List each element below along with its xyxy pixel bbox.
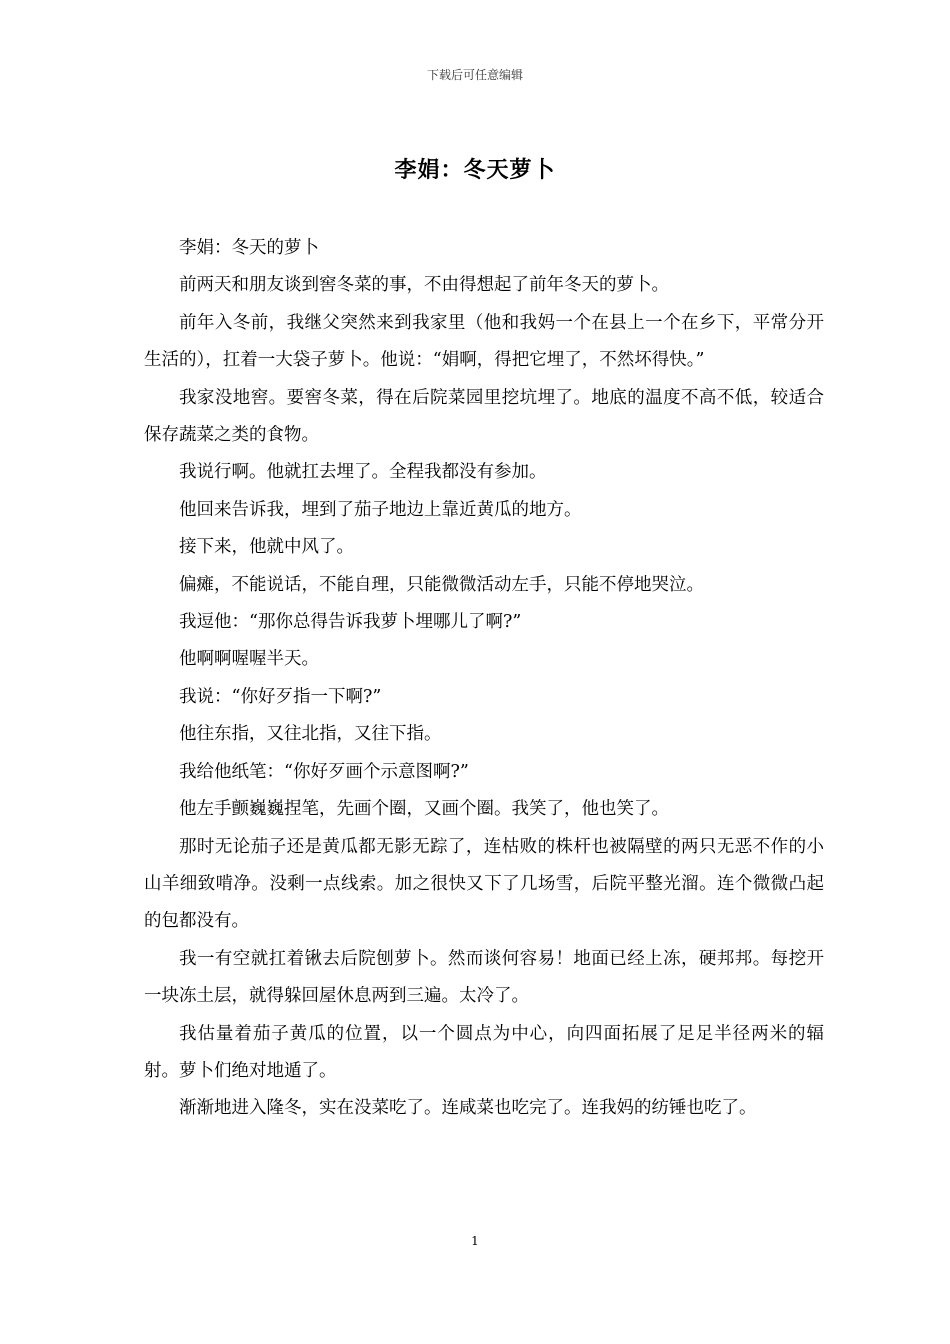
paragraph: 他往东指，又往北指，又往下指。 xyxy=(179,724,442,745)
document-title: 李娟：冬天萝卜 xyxy=(394,157,556,183)
paragraph: 他左手颤巍巍捏笔，先画个圈，又画个圈。我笑了，他也笑了。 xyxy=(179,799,669,820)
document-body xyxy=(144,230,824,1128)
paragraph: 他啊啊喔喔半天。 xyxy=(179,649,319,670)
paragraph: 他回来告诉我，埋到了茄子地边上靠近黄瓜的地方。 xyxy=(179,499,582,520)
paragraph: 偏瘫，不能说话，不能自理，只能微微活动左手，只能不停地哭泣。 xyxy=(179,574,704,595)
paragraph: 我家没地窖。要窖冬菜，得在后院菜园里挖坑埋了。地底的温度不高不低，较适合保存蔬菜之类的食物。 xyxy=(144,387,824,446)
page-number: 1 xyxy=(471,1234,479,1248)
paragraph: 我说行啊。他就扛去埋了。全程我都没有参加。 xyxy=(179,462,547,483)
page-header: 下载后可任意编辑 xyxy=(426,68,523,82)
paragraph: 我逗他：“那你总得告诉我萝卜埋哪儿了啊?” xyxy=(179,612,522,633)
paragraph: 那时无论茄子还是黄瓜都无影无踪了，连枯败的株杆也被隔壁的两只无恶不作的小山羊细致啃净。没剩一点线索。加之很快又下了几场雪，后院平整光溜。连个微微凸起的包都没有。 xyxy=(144,836,824,932)
paragraph: 接下来，他就中风了。 xyxy=(179,537,354,558)
paragraph: 渐渐地进入隆冬，实在没菜吃了。连咸菜也吃完了。连我妈的纺锤也吃了。 xyxy=(179,1098,757,1119)
paragraph: 前年入冬前，我继父突然来到我家里（他和我妈一个在县上一个在乡下，平常分开生活的），扛着一大袋子萝卜。他说：“娟啊，得把它埋了，不然坏得快。” xyxy=(144,312,824,371)
paragraph: 我一有空就扛着锹去后院刨萝卜。然而谈何容易！地面已经上冻，硬邦邦。每挖开一块冻土层，就得躲回屋休息两到三遍。太冷了。 xyxy=(144,948,824,1007)
paragraph: 李娟：冬天的萝卜 xyxy=(179,238,319,258)
paragraph: 前两天和朋友谈到窖冬菜的事，不由得想起了前年冬天的萝卜。 xyxy=(179,275,669,296)
paragraph: 我估量着茄子黄瓜的位置，以一个圆点为中心，向四面拓展了足足半径两米的辐射。萝卜们绝对地遁了。 xyxy=(144,1023,824,1081)
paragraph: 我给他纸笔：“你好歹画个示意图啊?” xyxy=(179,761,469,782)
paragraph: 我说：“你好歹指一下啊?” xyxy=(179,686,382,707)
